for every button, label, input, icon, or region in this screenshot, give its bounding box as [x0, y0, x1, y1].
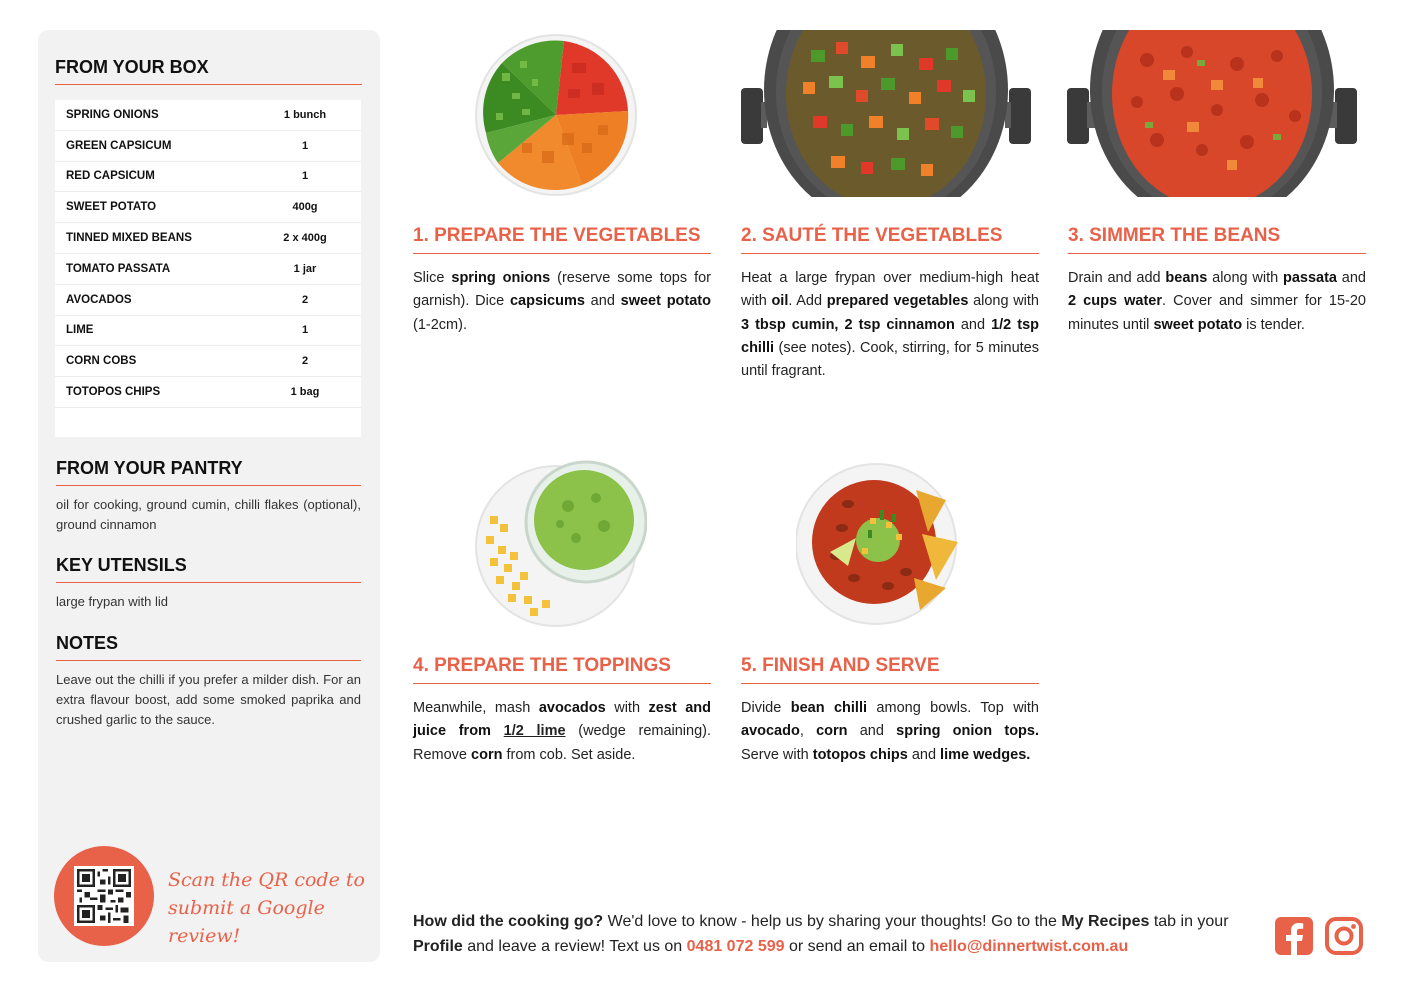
- step-3-text: Drain and add beans along with passata and 2 cups water. Cover and simmer for 15-20 minutes until sweet potato is tender.: [1068, 270, 1366, 333]
- ingredient-row: [55, 100, 361, 131]
- step-2-title: 2. SAUTÉ THE VEGETABLES: [741, 225, 1039, 254]
- from-your-box-title: FROM YOUR BOX: [55, 57, 362, 85]
- step-5-text: Divide bean chilli among bowls. Top with avocado, corn and spring onion tops. Serve with totopos chips and lime wedges.: [741, 700, 1039, 763]
- ingredient-row: [55, 223, 361, 254]
- ingredient-row: [55, 192, 361, 223]
- ingredient-name: GREEN CAPSICUM: [66, 139, 172, 152]
- ingredient-qty: 2: [301, 355, 309, 368]
- step-2-text: Heat a large frypan over medium-high heat with oil. Add prepared vegetables along with 3 tbsp cumin, 2 tsp cinnamon and 1/2 tsp chilli (see notes). Cook, stirring, for 5 minutes until fragrant.: [741, 270, 1040, 380]
- prepare-toppings-image: [472, 460, 647, 628]
- qr-prompt-line-1: Scan the QR code to: [168, 869, 365, 891]
- ingredient-qty: 1 jar: [293, 262, 317, 275]
- ingredient-name: AVOCADOS: [66, 293, 132, 306]
- pantry-section: [56, 458, 361, 535]
- my-recipes-link[interactable]: My Recipes: [1061, 913, 1150, 930]
- ingredient-qty: 2 x 400g: [283, 232, 327, 245]
- qr-code-badge[interactable]: [54, 846, 154, 946]
- ingredient-name: TOTOPOS CHIPS: [66, 386, 161, 399]
- step-4-title: 4. PREPARE THE TOPPINGS: [413, 655, 711, 684]
- ingredient-qty: 1: [301, 324, 309, 337]
- qr-review-prompt: [168, 866, 368, 950]
- qr-code-icon[interactable]: [74, 866, 134, 926]
- phone-link[interactable]: 0481 072 599: [686, 938, 785, 955]
- ingredient-name: LIME: [66, 324, 94, 337]
- ingredient-row: [55, 131, 361, 162]
- feedback-footer: How did the cooking go? We'd love to know - help us by sharing your thoughts! Go to the My Recipes tab in your Profile and leave a review! Text us on 0481 072 599 or send an email to hello@dinnertwist.com.au: [413, 913, 1229, 955]
- step-4-text: Meanwhile, mash avocados with zest and juice from 1/2 lime (wedge remaining). Remove corn from cob. Set aside.: [413, 700, 712, 763]
- pantry-title: FROM YOUR PANTRY: [56, 458, 361, 486]
- finished-dish-image: [796, 460, 976, 628]
- notes-text: Leave out the chilli if you prefer a milder dish. For an extra flavour boost, add some smoked paprika and crushed garlic to the sauce.: [56, 672, 361, 727]
- ingredient-row: [55, 254, 361, 285]
- saute-vegetables-image: [741, 30, 1031, 197]
- ingredient-name: SWEET POTATO: [66, 201, 157, 214]
- ingredient-qty: 1: [301, 139, 309, 152]
- ingredient-qty: 400g: [292, 201, 318, 214]
- ingredient-row: [55, 285, 361, 316]
- step-1-title: 1. PREPARE THE VEGETABLES: [413, 225, 711, 254]
- step-5-title: 5. FINISH AND SERVE: [741, 655, 1039, 684]
- ingredient-qty: 2: [301, 293, 309, 306]
- email-link[interactable]: hello@dinnertwist.com.au: [929, 938, 1129, 955]
- ingredient-name: TOMATO PASSATA: [66, 262, 171, 275]
- step-1-text: Slice spring onions (reserve some tops for garnish). Dice capsicums and sweet potato (1-2cm).: [413, 270, 711, 333]
- ingredient-name: RED CAPSICUM: [66, 170, 155, 183]
- ingredient-row: [55, 346, 361, 377]
- ingredients-sidebar: [38, 30, 380, 962]
- simmer-beans-image: [1067, 30, 1357, 197]
- ingredient-row: [55, 162, 361, 193]
- ingredients-table: [55, 100, 361, 437]
- facebook-icon[interactable]: [1275, 917, 1313, 955]
- qr-prompt-line-2: submit a Google review!: [168, 897, 325, 947]
- instagram-icon[interactable]: [1325, 917, 1363, 955]
- utensils-title: KEY UTENSILS: [56, 555, 361, 583]
- ingredient-name: SPRING ONIONS: [66, 108, 159, 121]
- notes-title: NOTES: [56, 633, 361, 661]
- ingredient-name: CORN COBS: [66, 355, 137, 368]
- profile-link[interactable]: Profile: [413, 938, 463, 955]
- ingredient-row: [55, 377, 361, 408]
- ingredient-row: [55, 316, 361, 347]
- ingredient-name: TINNED MIXED BEANS: [66, 232, 192, 245]
- utensils-section: [56, 555, 361, 612]
- feedback-question: How did the cooking go?: [413, 913, 604, 930]
- ingredient-qty: 1 bunch: [283, 108, 327, 121]
- step-3-title: 3. SIMMER THE BEANS: [1068, 225, 1366, 254]
- pantry-text: oil for cooking, ground cumin, chilli flakes (optional), ground cinnamon: [56, 497, 361, 532]
- ingredient-qty: 1: [301, 170, 309, 183]
- ingredient-qty: 1 bag: [290, 386, 320, 399]
- utensils-text: large frypan with lid: [56, 594, 168, 609]
- prepared-vegetables-image: [472, 33, 642, 197]
- notes-section: [56, 633, 361, 730]
